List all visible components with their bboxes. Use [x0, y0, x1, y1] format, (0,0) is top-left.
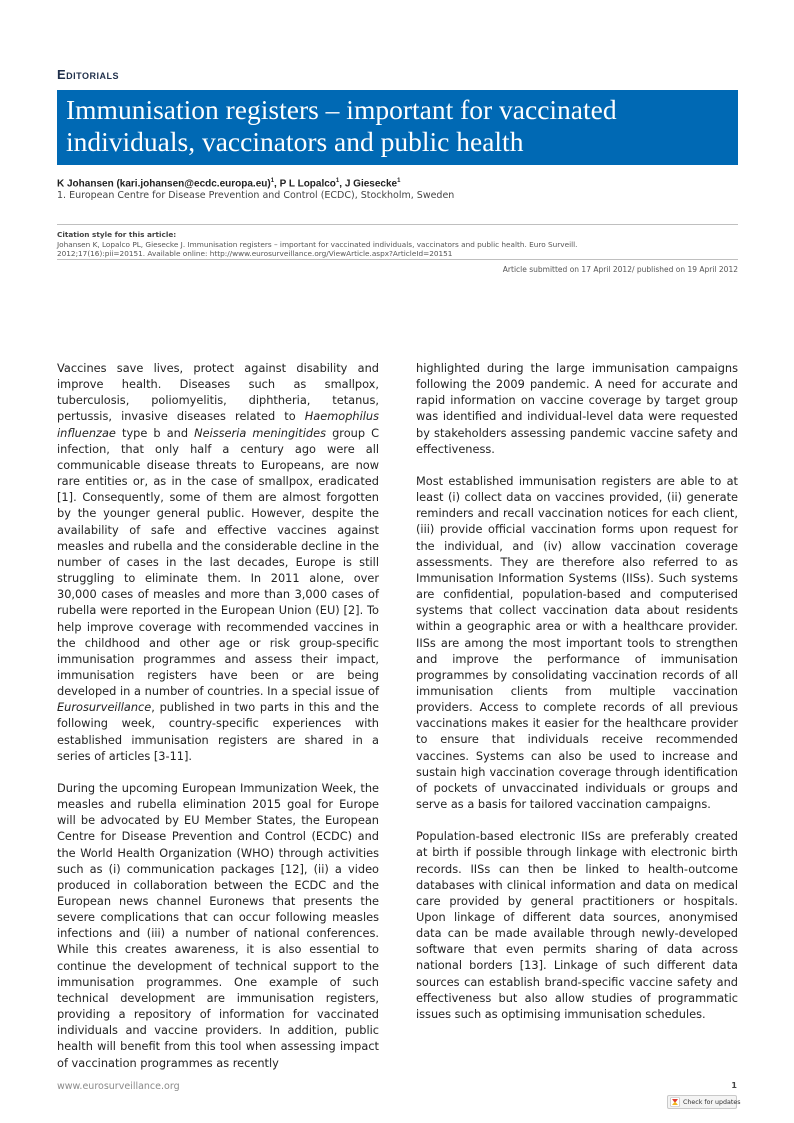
paragraph-1 [57, 360, 379, 764]
body-column-right [416, 360, 738, 1038]
author-1: K Johansen (kari.johansen@ecdc.europa.eu) [57, 178, 271, 190]
citation-block [57, 230, 738, 259]
p1-text-c: group C infection, that only half a century ago were all communicable disease threats to Europeans, are now rare entities or, as in the case of smallpox, eradicated [1]. Consequently, some of them are almost forgotten by the younger general public. However, despite the availability of safe and effective vaccines against measles and rubella and the considerable decline in the number of cases in the last decades, Europe is still struggling to eliminate them. In 2011 alone, over 30,000 cases of measles and more than 3,000 cases of rubella were reported in the European Union (EU) [2]. To help improve coverage with recommended vaccines in the childhood and other age or risk group-specific immunisation programmes and assess their impact, immunisation registers have been or are being developed in a number of countries. In a special issue of [57, 425, 380, 699]
citation-heading: Citation style for this article: [57, 230, 177, 239]
author-2: P L Lopalco [279, 178, 336, 190]
footer-url[interactable]: www.eurosurveillance.org [57, 1081, 180, 1092]
check-updates-icon [670, 1097, 680, 1107]
citation-line-1: Johansen K, Lopalco PL, Giesecke J. Immunisation registers – important for vaccinated individuals, vaccinators and public health. Euro Surveill. [57, 239, 578, 249]
affiliation [57, 190, 737, 201]
title-line-2: individuals, vaccinators and public health [66, 126, 524, 157]
author-sep-2: , [339, 178, 345, 190]
author-1-affil: 1 [270, 178, 275, 184]
section-label: Editorials [57, 67, 120, 82]
affiliation-text: European Centre for Disease Prevention and Control (ECDC), Stockholm, Sweden [69, 190, 455, 201]
title-line-1: Immunisation registers – important for vaccinated [66, 94, 617, 125]
author-3: J Giesecke [344, 178, 398, 190]
paragraph-3: highlighted during the large immunisation campaigns following the 2009 pandemic. A need for accurate and rapid information on vaccine coverage by target group was identified and individual-level data were requested by stakeholders assessing pandemic vaccine safety and effectiveness. [416, 361, 738, 456]
p1-text-b: type b and [115, 425, 195, 440]
submission-dates: Article submitted on 17 April 2012/ published on 19 April 2012 [502, 265, 738, 274]
page-number: 1 [731, 1081, 737, 1090]
paragraph-2: During the upcoming European Immunization Week, the measles and rubella elimination 2015 goal for Europe will be advocated by EU Member States, the European Centre for Disease Prevention and Control (ECDC) and the World Health Organization (WHO) through activities such as (i) communication packages [12], (ii) a video produced in collaboration between the ECDC and the European news channel Euronews that presents the severe complications that can occur following measles infections and (iii) a number of national conferences. While this creates awareness, it is also essential to continue the development of technical support to the immunisation programmes. One example of such technical development are immunisation registers, providing a repository of information for vaccinated individuals and vaccine providers. In addition, public health will benefit from this tool when assessing impact of vaccination programmes as recently [57, 780, 379, 1070]
check-for-updates-button[interactable] [667, 1095, 741, 1109]
author-sep-1: , [274, 178, 280, 190]
citation-line-2[interactable]: 2012;17(16):pii=20151. Available online: http://www.eurosurveillance.org/ViewArticle.aspx?ArticleId=20151 [57, 249, 453, 258]
divider-top [57, 224, 738, 225]
author-2-affil: 1 [335, 178, 340, 184]
p1-text-d: , published in two parts in this and the following week, country-specific experiences with established immunisation registers are shared in a series of articles [3-11]. [57, 700, 379, 763]
paragraph-5: Population-based electronic IISs are preferably created at birth if possible through linkage with electronic birth records. IISs can then be linked to health-outcome databases with clinical information and data on medical care provided by general practitioners or hospitals. Upon linkage of different data sources, anonymised data can be made available through newly-developed software that even permits sharing of data across national borders [13]. Linkage of such different data sources can establish brand-specific vaccine safety and effectiveness but also allow studies of programmatic issues such as optimising immunisation schedules. [416, 829, 738, 1021]
p1-text-a: Vaccines save lives, protect against disability and improve health. Diseases such as smallpox, tuberculosis, poliomyelitis, diphtheria, tetanus, pertussis, invasive diseases related to [57, 361, 379, 424]
p1-italic-eurosurveillance: Eurosurveillance [57, 700, 152, 715]
divider-bottom [57, 259, 738, 260]
body-column-left [57, 360, 379, 1087]
title-banner [57, 90, 738, 165]
p1-italic-neisseria: Neisseria meningitides [194, 425, 326, 440]
author-3-affil: 1 [397, 178, 401, 184]
check-for-updates-label: Check for updates [683, 1098, 741, 1106]
paragraph-4: Most established immunisation registers are able to at least (i) collect data on vaccines provided, (ii) generate reminders and recall vaccination notices for each client, (iii) provide official vaccination forms upon request for the individual, and (iv) allow vaccination coverage assessments. They are therefore also referred to as Immunisation Information Systems (IISs). Such systems are confidential, population-based and computerised systems that collect vaccination data about residents within a geographic area or with a healthcare provider. IISs are among the most important tools to strengthen and improve the performance of immunisation programmes by consolidating vaccination records of all immunisation clients from multiple vaccination providers. Access to complete records of all previous vaccinations makes it easier for the healthcare provider to ensure that individuals receive recommended vaccines. Systems can also be used to increase and sustain high vaccination coverage through identification of pockets of unvaccinated individuals or groups and serve as a basis for tailored vaccination campaigns. [416, 473, 738, 812]
author-list [57, 178, 737, 189]
article-title [66, 94, 729, 158]
affiliation-number: 1. [57, 190, 67, 201]
p1-italic-haemophilus: Haemophilus influenzae [57, 409, 379, 440]
